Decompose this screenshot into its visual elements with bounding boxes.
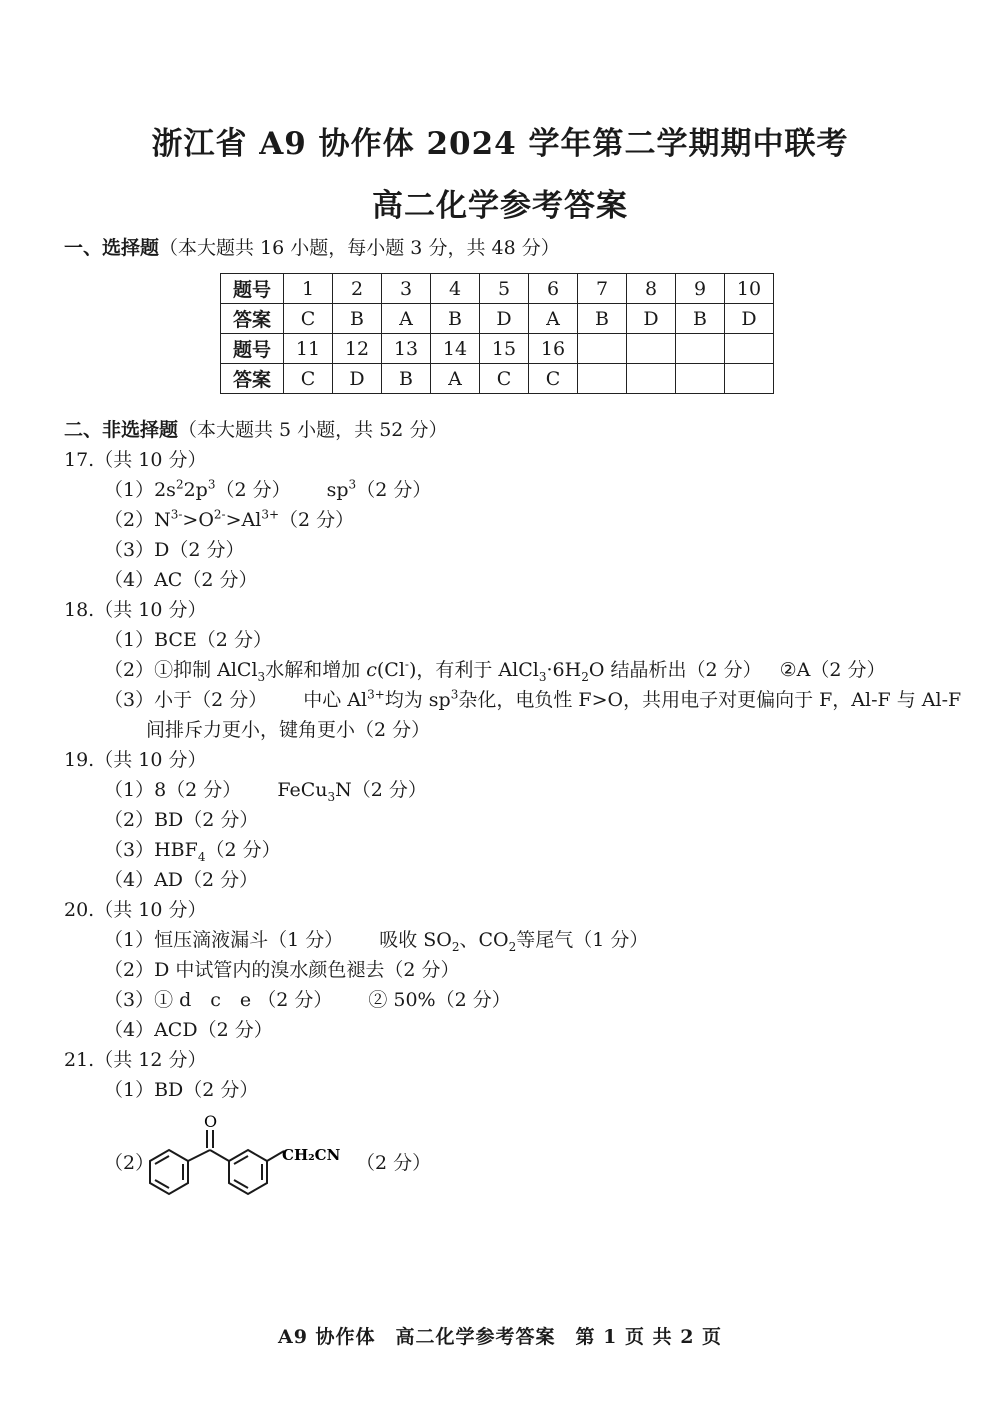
table-cell <box>627 334 676 364</box>
table-cell <box>627 364 676 394</box>
ch2cn-label: CH₂CN <box>282 1146 341 1164</box>
table-cell: D <box>627 304 676 334</box>
table-row <box>221 364 774 394</box>
q18-part2: （2）①抑制 AlCl$_3$水解和增加 c(Cl-)，有利于 $AlCl_3\cdot 6H_2O$ 结晶析出（2 分） ②A（2 分） <box>104 657 886 684</box>
row-header: 题号 <box>221 334 284 364</box>
q18-part1: （1）BCE（2 分） <box>104 629 272 651</box>
oxygen-label: O <box>204 1112 218 1131</box>
section-1-label: 一、选择题 <box>64 237 160 259</box>
table-cell: 14 <box>431 334 480 364</box>
q18-part3: （3）小于（2 分） 中心 $Al^{3+}$均为 $sp^3$杂化，电负性 F>O，共用电子对更偏向于 F，Al-F 与 Al-F <box>104 687 962 711</box>
q19-heading: 19.（共 10 分） <box>64 749 207 771</box>
table-cell: A <box>431 364 480 394</box>
q17-part4: （4）AC（2 分） <box>104 569 258 591</box>
section-2-note: （本大题共 5 小题，共 52 分） <box>178 419 448 441</box>
q20-part3: （3）① d c e （2 分） ② 50%（2 分） <box>104 989 511 1011</box>
q20-part1: （1）恒压滴液漏斗（1 分） 吸收 $SO_2$、$CO_2$等尾气（1 分） <box>104 929 649 954</box>
q18-heading: 18.（共 10 分） <box>64 599 207 621</box>
q21-part1: （1）BD（2 分） <box>104 1079 259 1101</box>
table-cell: B <box>676 304 725 334</box>
q17-part1: $(1)2s^22p^3(2$ 分） $sp^3(2$ 分） <box>104 477 432 501</box>
table-cell: 11 <box>284 334 333 364</box>
table-cell: 8 <box>627 274 676 304</box>
table-cell: 13 <box>382 334 431 364</box>
table-cell <box>725 364 774 394</box>
table-row <box>221 304 774 334</box>
table-cell: 5 <box>480 274 529 304</box>
table-cell: B <box>431 304 480 334</box>
row-header: 答案 <box>221 364 284 394</box>
page-footer: A9 协作体 高二化学参考答案 第 1 页 共 2 页 <box>277 1326 723 1348</box>
bond <box>188 1150 210 1161</box>
table-cell: C <box>284 304 333 334</box>
section-2-heading <box>64 415 447 442</box>
q20-part2: （2）D 中试管内的溴水颜色褪去（2 分） <box>104 959 460 981</box>
table-cell: 10 <box>725 274 774 304</box>
q17-part2: $(2)N^{3-}>O^{2-}>Al^{3+}(2$ 分） <box>104 507 355 531</box>
table-cell: 9 <box>676 274 725 304</box>
benzophenone-structure <box>140 1112 360 1207</box>
q20-part4: （4）ACD（2 分） <box>104 1019 273 1041</box>
table-cell <box>578 334 627 364</box>
table-cell: 15 <box>480 334 529 364</box>
q19-part3: $(3)HBF_4(2$ 分） <box>104 839 281 864</box>
table-cell: 6 <box>529 274 578 304</box>
q21-part2-score: （2 分） <box>356 1152 432 1174</box>
q21-part2-label: （2） <box>104 1152 155 1174</box>
bond <box>210 1150 229 1161</box>
section-1-note: （本大题共 16 小题，每小题 3 分，共 48 分） <box>159 237 560 259</box>
table-cell: A <box>529 304 578 334</box>
q18-part3-cont: 间排斥力更小，键角更小（2 分） <box>146 719 431 741</box>
table-cell: 12 <box>333 334 382 364</box>
q17-heading: 17.（共 10 分） <box>64 449 207 471</box>
table-cell: D <box>480 304 529 334</box>
q21-heading: 21.（共 12 分） <box>64 1049 207 1071</box>
section-1-heading <box>64 233 560 260</box>
table-cell: C <box>480 364 529 394</box>
table-cell: 2 <box>333 274 382 304</box>
table-cell <box>578 364 627 394</box>
table-cell: A <box>382 304 431 334</box>
table-cell: D <box>725 304 774 334</box>
answer-table <box>220 273 774 394</box>
table-cell: C <box>529 364 578 394</box>
table-cell: 16 <box>529 334 578 364</box>
table-cell: 7 <box>578 274 627 304</box>
q19-part2: （2）BD（2 分） <box>104 809 259 831</box>
table-cell: 3 <box>382 274 431 304</box>
table-cell: C <box>284 364 333 394</box>
table-cell: 4 <box>431 274 480 304</box>
table-row <box>221 334 774 364</box>
table-cell <box>676 334 725 364</box>
table-cell <box>676 364 725 394</box>
q19-part1: （1）8（2 分） FeCu$_3$N（2 分） <box>104 779 427 804</box>
table-cell: 1 <box>284 274 333 304</box>
row-header: 题号 <box>221 274 284 304</box>
q19-part4: （4）AD（2 分） <box>104 869 259 891</box>
table-cell: D <box>333 364 382 394</box>
row-header: 答案 <box>221 304 284 334</box>
q17-part3: （3）D（2 分） <box>104 539 245 561</box>
exam-subtitle: 高二化学参考答案 <box>372 188 628 224</box>
section-2-label: 二、非选择题 <box>64 419 179 441</box>
table-row <box>221 274 774 304</box>
table-cell <box>725 334 774 364</box>
exam-title: 浙江省 A9 协作体 2024 学年第二学期期中联考 <box>151 126 849 162</box>
q20-heading: 20.（共 10 分） <box>64 899 207 921</box>
table-cell: B <box>382 364 431 394</box>
table-cell: B <box>578 304 627 334</box>
table-cell: B <box>333 304 382 334</box>
